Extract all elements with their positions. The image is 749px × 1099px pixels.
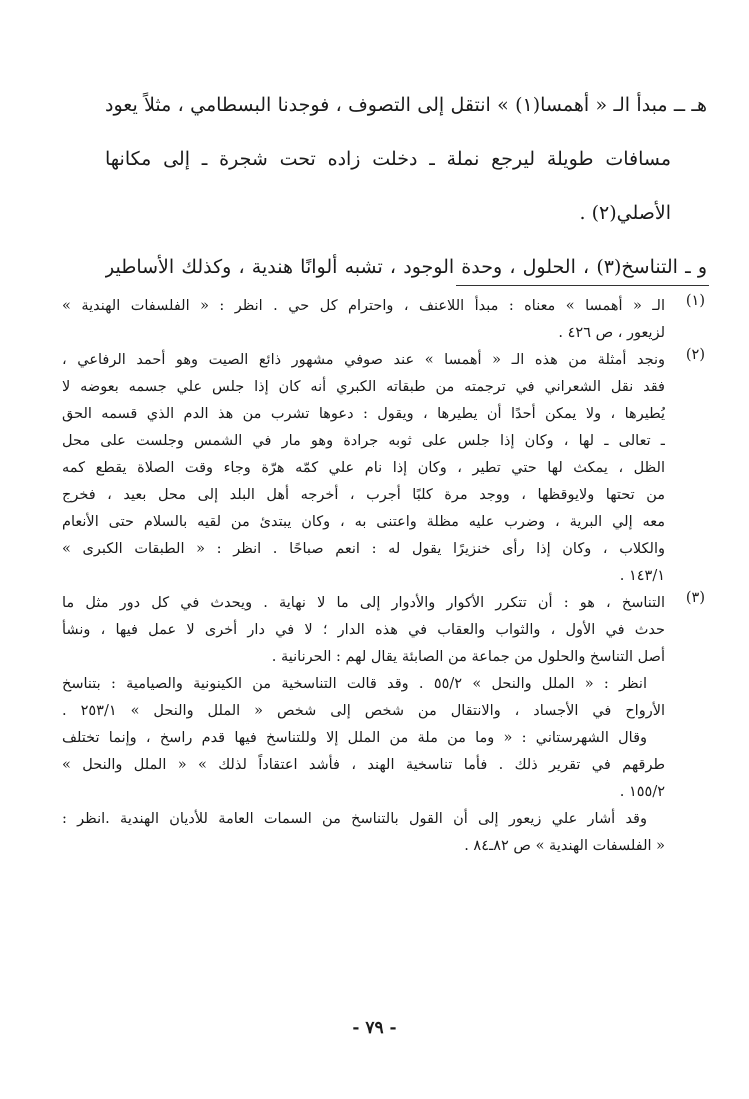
main-text xyxy=(105,78,707,294)
footnote-line: من تحتها ولايوقظها ، ووجد مرة كلبًا أجرب ، أخرجه أهل البلد إلى محل بعيد ، فخرج xyxy=(62,487,665,503)
main-line: مسافات طويلة ليرجع نملة ـ دخلت زاده تحت شجرة ـ إلى مكانها xyxy=(105,148,671,170)
footnote-line: ونجد أمثلة من هذه الـ « أهمسا » عند صوفي مشهور ذائع الصيت وهو أحمد الرفاعي ، xyxy=(62,352,665,368)
footnote-number: (١) xyxy=(685,293,705,309)
footnote-line: وقال الشهرستاني : « وما من ملة من الملل إلا وللتناسخ فيها قدم راسخ ، وإنما تختلف xyxy=(62,730,647,746)
footnote-line: التناسخ ، هو : أن تتكرر الأكوار والأدوار إلى ما لا نهاية . ويحدث في كل دور مثل ما xyxy=(62,595,665,611)
footnote-line: « الفلسفات الهندية » ص ٨٢ـ٨٤ . xyxy=(464,838,665,854)
footnote-line: أصل التناسخ والحلول من جماعة من الصابئة يقال لهم : الحرنانية . xyxy=(271,649,665,665)
footnote-line: يُطيرها ، ولا يمكن أحدًا أن يطيرها ، ويقول : دعوها تشرب من هذ الدم الذي قسمه الحق xyxy=(62,406,665,422)
footnote-2 xyxy=(62,347,705,590)
footnote-1 xyxy=(62,293,705,347)
footnote-line: الأرواح في الأجساد ، والانتقال من شخص إلى شخص « الملل والنحل » ٢٥٣/١ . xyxy=(62,703,665,719)
footnote-line: ١٤٣/١ . xyxy=(619,568,665,584)
footnote-line: والكلاب ، وكان إذا رأى خنزيرًا يقول له : انعم صباحًا . انظر : « الطبقات الكبرى » xyxy=(62,541,665,557)
main-line: الأصلي(٢) . xyxy=(579,202,671,224)
footnote-line: فقد نقل الشعراني في ترجمته من طبقاته الكبري أنه كان إذا جلس علي جسمه بعوضه لا xyxy=(62,379,665,395)
footnote-line: ـ تعالى ـ لها ، وكان إذا جلس على ثوبه جرادة وهو مار في الشمس وجلست على محل xyxy=(62,433,665,449)
footnote-line: وقد أشار علي زيعور إلى أن القول بالتناسخ من السمات العامة للأديان الهندية .انظر : xyxy=(62,811,647,827)
footnotes xyxy=(62,293,705,860)
page-number: - ٧٩ - xyxy=(352,1018,397,1038)
footnote-separator xyxy=(456,285,709,286)
footnote-line: ١٥٥/٢ . xyxy=(619,784,665,800)
footnote-line: الظل ، يمكث لها حتي تطير ، وكان إذا نام علي كمّه هرّة وجاء وقت الصلاة يقطع كمه xyxy=(62,460,665,476)
main-line: و ـ التناسخ(٣) ، الحلول ، وحدة الوجود ، تشبه ألوانًا هندية ، وكذلك الأساطير xyxy=(105,256,707,278)
main-line: هـ ــ مبدأ الـ « أهمسا(١) » انتقل إلى التصوف ، فوجدنا البسطامي ، مثلاً يعود xyxy=(105,94,707,116)
footnote-line: طرقهم في تقرير ذلك . فأما تناسخية الهند ، فأشد اعتقاداً لذلك » « الملل والنحل » xyxy=(62,757,665,773)
footnote-line: حدث في الأول ، والثواب والعقاب في هذه الدار ؛ لا في دار أخرى لا عمل فيها ، ونشأ xyxy=(62,622,665,638)
footnote-line: لزيعور ، ص ٤٢٦ . xyxy=(558,325,665,341)
footnote-number: (٢) xyxy=(685,347,705,363)
footnote-3 xyxy=(62,590,705,860)
footnote-line: معه إلي البرية ، وضرب عليه مظلة واعتنى به ، وكان يبتدئ من لقيه بالسلام حتى الأنعام xyxy=(62,514,665,530)
footnote-number: (٣) xyxy=(685,590,705,606)
footnote-line: الـ « أهمسا » معناه : مبدأ اللاعنف ، واحترام كل حي . انظر : « الفلسفات الهندية » xyxy=(62,298,665,314)
footnote-line: انظر : « الملل والنحل » ٥٥/٢ . وقد قالت التناسخية من الكينونية والصيامية : بتناسخ xyxy=(62,676,647,692)
